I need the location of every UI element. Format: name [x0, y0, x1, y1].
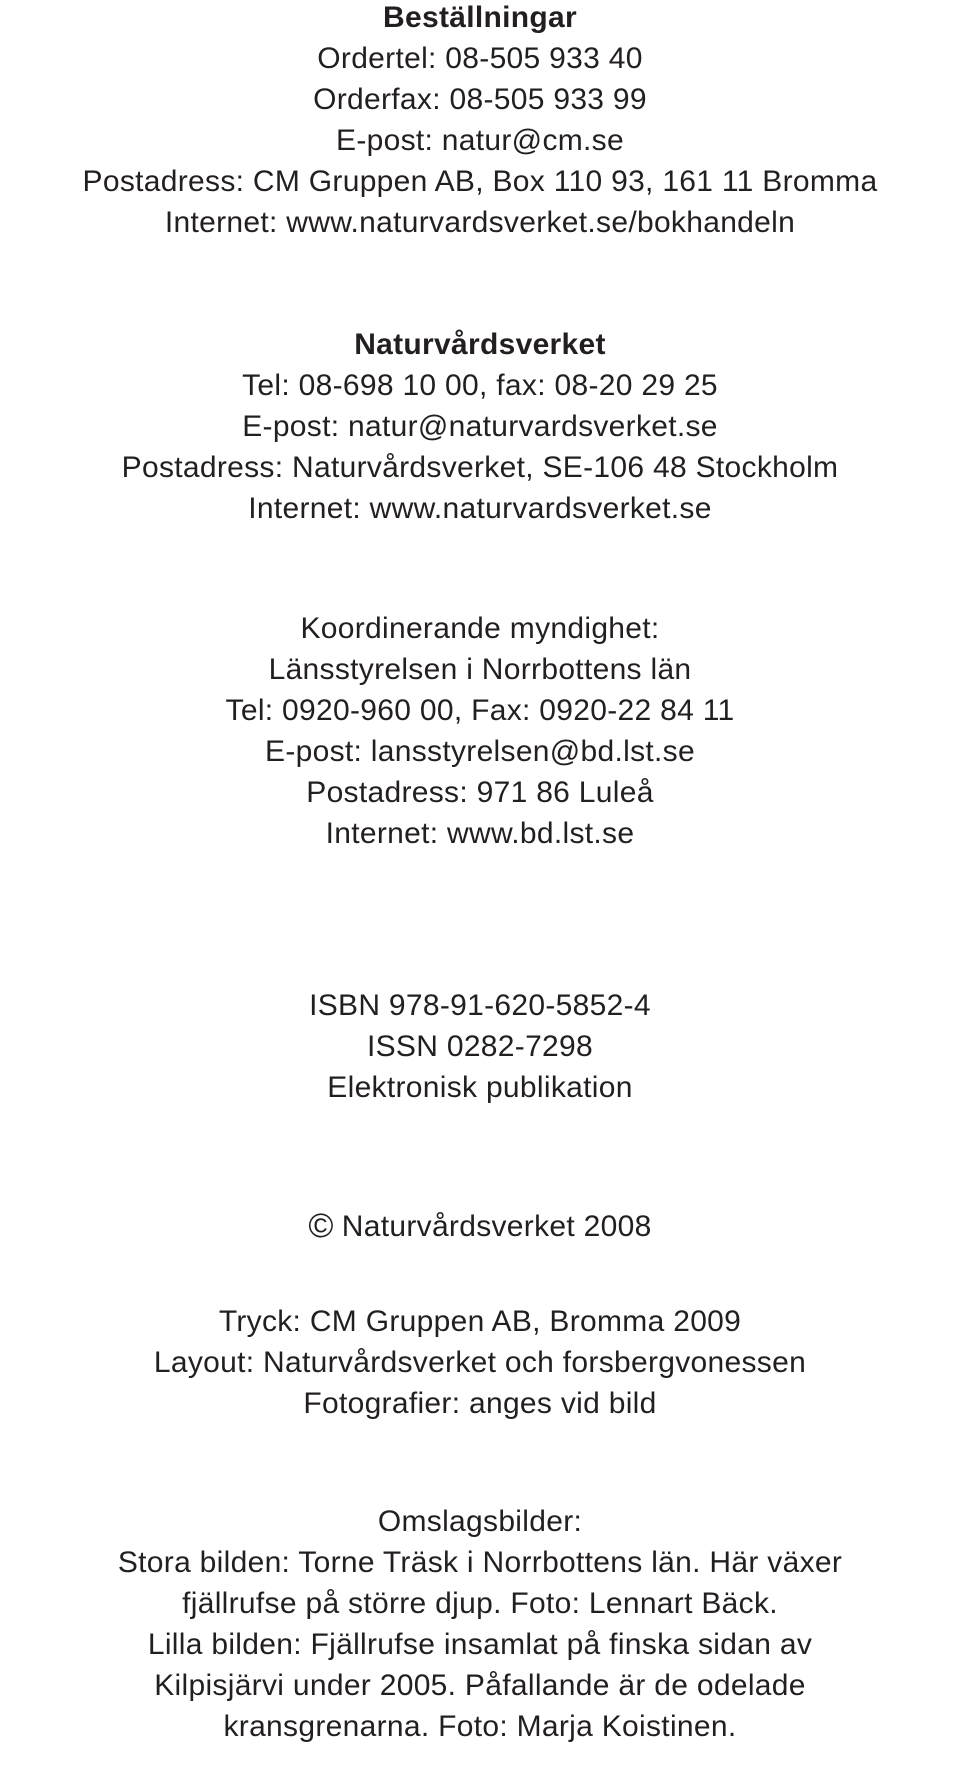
- cover-caption-line: Stora bilden: Torne Träsk i Norrbottens län. Här växer: [117, 1546, 843, 1579]
- cover-heading: Omslagsbilder:: [377, 1505, 583, 1538]
- order-postal-address: Postadress: CM Gruppen AB, Box 110 93, 161 11 Bromma: [82, 165, 878, 198]
- coordinating-authority-name: Länsstyrelsen i Norrbottens län: [268, 653, 692, 686]
- copyright-text: Naturvårdsverket 2008: [341, 1210, 652, 1243]
- print-credit: Tryck: CM Gruppen AB, Bromma 2009: [218, 1305, 742, 1338]
- copyright-icon: ©: [308, 1207, 334, 1245]
- cover-caption-line: Lilla bilden: Fjällrufse insamlat på finska sidan av: [147, 1628, 813, 1661]
- naturvardsverket-phone: Tel: 08-698 10 00, fax: 08-20 29 25: [242, 369, 718, 402]
- photo-credit: Fotografier: anges vid bild: [303, 1387, 657, 1420]
- orders-heading: Beställningar: [383, 1, 577, 34]
- coordinating-email: E-post: lansstyrelsen@bd.lst.se: [265, 735, 695, 768]
- order-fax: Orderfax: 08-505 933 99: [313, 83, 647, 116]
- coordinating-postal-address: Postadress: 971 86 Luleå: [306, 776, 654, 809]
- naturvardsverket-email: E-post: natur@naturvardsverket.se: [242, 410, 718, 443]
- order-phone: Ordertel: 08-505 933 40: [317, 42, 643, 75]
- cover-caption-line: kransgrenarna. Foto: Marja Koistinen.: [223, 1710, 737, 1743]
- copyright-line: [0, 1207, 960, 1246]
- naturvardsverket-postal-address: Postadress: Naturvårdsverket, SE-106 48 Stockholm: [121, 451, 839, 484]
- coordinating-authority-section: [0, 608, 960, 854]
- order-email: E-post: natur@cm.se: [336, 124, 624, 157]
- copyright-section: [0, 1207, 960, 1246]
- isbn: ISBN 978-91-620-5852-4: [309, 989, 651, 1022]
- cover-images-section: [0, 1501, 960, 1747]
- layout-credit: Layout: Naturvårdsverket och forsbergvonessen: [153, 1346, 807, 1379]
- order-internet: Internet: www.naturvardsverket.se/bokhandeln: [164, 206, 796, 239]
- credits-section: [0, 1301, 960, 1424]
- naturvardsverket-heading: Naturvårdsverket: [354, 328, 606, 361]
- naturvardsverket-section: [0, 324, 960, 529]
- publication-identifiers-section: [0, 985, 960, 1108]
- orders-section: [0, 0, 960, 243]
- coordinating-label: Koordinerande myndighet:: [300, 612, 660, 645]
- publication-format: Elektronisk publikation: [327, 1071, 633, 1104]
- naturvardsverket-internet: Internet: www.naturvardsverket.se: [248, 492, 712, 525]
- cover-caption-line: Kilpisjärvi under 2005. Påfallande är de odelade: [154, 1669, 806, 1702]
- coordinating-phone: Tel: 0920-960 00, Fax: 0920-22 84 11: [225, 694, 735, 727]
- cover-caption-line: fjällrufse på större djup. Foto: Lennart Bäck.: [182, 1587, 778, 1620]
- issn: ISSN 0282-7298: [366, 1030, 594, 1063]
- coordinating-internet: Internet: www.bd.lst.se: [325, 817, 635, 850]
